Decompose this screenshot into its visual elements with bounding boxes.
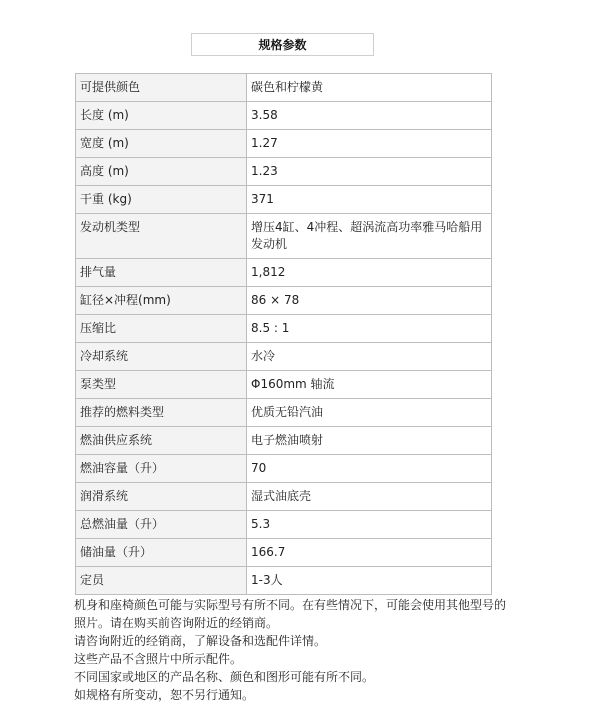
note-line: 机身和座椅颜色可能与实际型号有所不同。在有些情况下，可能会使用其他型号的照片。请在购买前咨询附近的经销商。 xyxy=(74,598,507,630)
spec-value: 1.23 xyxy=(247,158,492,186)
spec-value: 1.27 xyxy=(247,130,492,158)
spec-label: 推荐的燃料类型 xyxy=(76,399,247,427)
table-row xyxy=(76,102,492,130)
table-row xyxy=(76,483,492,511)
spec-table xyxy=(75,73,492,595)
spec-label: 冷却系统 xyxy=(76,343,247,371)
table-row xyxy=(76,186,492,214)
disclaimer-notes xyxy=(74,596,514,704)
spec-label: 高度 (m) xyxy=(76,158,247,186)
table-row xyxy=(76,455,492,483)
spec-value: 166.7 xyxy=(247,539,492,567)
spec-value: 70 xyxy=(247,455,492,483)
spec-value: 86 × 78 xyxy=(247,287,492,315)
table-row xyxy=(76,315,492,343)
spec-label: 润滑系统 xyxy=(76,483,247,511)
spec-label: 储油量（升） xyxy=(76,539,247,567)
note-line: 如规格有所变动，恕不另行通知。 xyxy=(74,688,255,702)
table-row xyxy=(76,74,492,102)
table-row xyxy=(76,130,492,158)
spec-value: 371 xyxy=(247,186,492,214)
table-row xyxy=(76,511,492,539)
note-line: 这些产品不含照片中所示配件。 xyxy=(74,652,243,666)
spec-label: 干重 (kg) xyxy=(76,186,247,214)
spec-label: 排气量 xyxy=(76,259,247,287)
table-row xyxy=(76,399,492,427)
spec-value: 1,812 xyxy=(247,259,492,287)
table-row xyxy=(76,427,492,455)
spec-label: 燃油供应系统 xyxy=(76,427,247,455)
table-row xyxy=(76,567,492,595)
table-row xyxy=(76,287,492,315)
table-row xyxy=(76,371,492,399)
spec-value: 水冷 xyxy=(247,343,492,371)
note-line: 不同国家或地区的产品名称、颜色和图形可能有所不同。 xyxy=(74,670,375,684)
spec-label: 定员 xyxy=(76,567,247,595)
spec-value: 优质无铅汽油 xyxy=(247,399,492,427)
spec-label: 长度 (m) xyxy=(76,102,247,130)
table-row xyxy=(76,158,492,186)
spec-value: 湿式油底壳 xyxy=(247,483,492,511)
spec-label: 压缩比 xyxy=(76,315,247,343)
spec-value: 5.3 xyxy=(247,511,492,539)
spec-label: 缸径×冲程(mm) xyxy=(76,287,247,315)
spec-label: 泵类型 xyxy=(76,371,247,399)
spec-value: 1-3人 xyxy=(247,567,492,595)
table-row xyxy=(76,259,492,287)
table-row xyxy=(76,343,492,371)
spec-value: 增压4缸、4冲程、超涡流高功率雅马哈船用发动机 xyxy=(247,214,492,259)
spec-value: 8.5 : 1 xyxy=(247,315,492,343)
spec-label: 总燃油量（升） xyxy=(76,511,247,539)
table-row xyxy=(76,214,492,259)
spec-label: 发动机类型 xyxy=(76,214,247,259)
spec-value: 电子燃油喷射 xyxy=(247,427,492,455)
page-title: 规格参数 xyxy=(191,33,374,56)
spec-label: 宽度 (m) xyxy=(76,130,247,158)
spec-label: 燃油容量（升） xyxy=(76,455,247,483)
spec-value: 碳色和柠檬黄 xyxy=(247,74,492,102)
spec-value: 3.58 xyxy=(247,102,492,130)
table-row xyxy=(76,539,492,567)
spec-label: 可提供颜色 xyxy=(76,74,247,102)
note-line: 请咨询附近的经销商，了解设备和选配件详情。 xyxy=(74,634,327,648)
spec-value: Φ160mm 轴流 xyxy=(247,371,492,399)
